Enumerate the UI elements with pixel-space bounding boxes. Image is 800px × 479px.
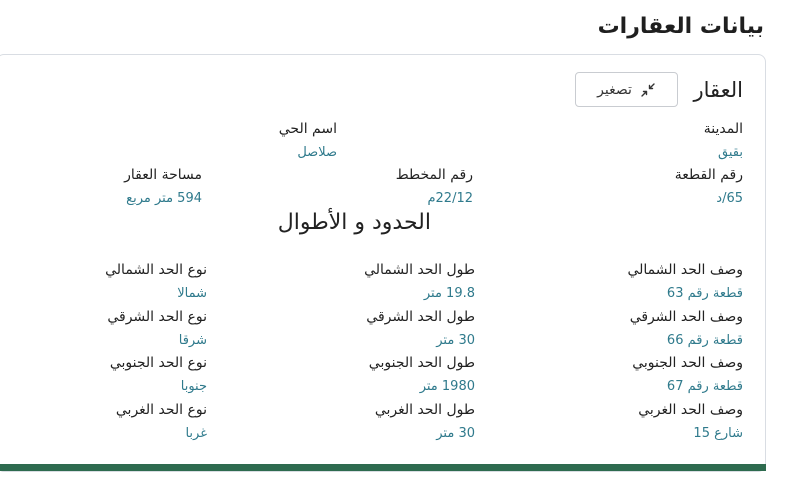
boundaries-heading: الحدود و الأطوال — [277, 210, 431, 235]
field-value: 30 متر — [436, 426, 475, 441]
field-label: مساحة العقار — [124, 167, 202, 183]
field-value: قطعة رقم 66 — [666, 333, 743, 348]
field-label: نوع الحد الشرقي — [107, 309, 207, 325]
field-label: نوع الحد الجنوبي — [109, 355, 207, 371]
field-south-type — [110, 354, 207, 396]
field-value: 594 متر مربع — [126, 191, 202, 206]
field-value: جنوبا — [180, 379, 207, 394]
field-east-length — [366, 308, 475, 350]
field-label: طول الحد الغربي — [374, 402, 475, 418]
field-label: اسم الحي — [278, 121, 337, 137]
field-south-length — [369, 354, 475, 396]
minimize-button[interactable] — [575, 72, 678, 107]
field-value: بقيق — [718, 145, 743, 160]
field-label: طول الحد الشرقي — [366, 309, 475, 325]
field-label: نوع الحد الشمالي — [105, 262, 207, 278]
field-value: 19.8 متر — [423, 286, 475, 301]
field-label: طول الحد الجنوبي — [368, 355, 475, 371]
field-value: صلاصل — [297, 145, 337, 160]
field-east-desc — [630, 308, 743, 350]
field-value: شمالا — [177, 286, 207, 301]
field-label: نوع الحد الغربي — [115, 402, 207, 418]
field-value: 30 متر — [436, 333, 475, 348]
field-plan-number — [396, 166, 473, 208]
field-north-desc — [627, 261, 743, 303]
field-value: شارع 15 — [693, 426, 743, 441]
field-east-type — [107, 308, 207, 350]
field-plot-number — [675, 166, 743, 208]
field-value: قطعة رقم 67 — [666, 379, 743, 394]
field-north-type — [105, 261, 207, 303]
field-north-length — [364, 261, 475, 303]
field-value: 22/12م — [427, 191, 473, 206]
field-west-length — [375, 401, 475, 443]
field-label: المدينة — [703, 121, 743, 137]
field-value: شرقا — [178, 333, 207, 348]
field-label: رقم المخطط — [395, 167, 473, 183]
field-label: وصف الحد الشمالي — [627, 262, 743, 278]
card-accent-bar — [0, 464, 766, 471]
field-west-type — [116, 401, 207, 443]
page-title: بيانات العقارات — [597, 14, 764, 39]
field-value: غربا — [185, 426, 207, 441]
compress-arrows-icon — [640, 82, 656, 98]
field-city — [704, 120, 743, 162]
field-label: وصف الحد الجنوبي — [632, 355, 743, 371]
field-property-area — [124, 166, 202, 208]
field-value: 65/د — [716, 191, 743, 206]
field-value: 1980 متر — [419, 379, 475, 394]
field-label: طول الحد الشمالي — [364, 262, 475, 278]
field-value: قطعة رقم 63 — [666, 286, 743, 301]
field-south-desc — [632, 354, 743, 396]
field-label: وصف الحد الغربي — [638, 402, 743, 418]
field-west-desc — [638, 401, 743, 443]
field-label: رقم القطعة — [674, 167, 743, 183]
field-label: وصف الحد الشرقي — [629, 309, 743, 325]
section-title-property: العقار — [693, 78, 743, 102]
minimize-button-label: تصغير — [597, 81, 632, 98]
field-district — [279, 120, 337, 162]
